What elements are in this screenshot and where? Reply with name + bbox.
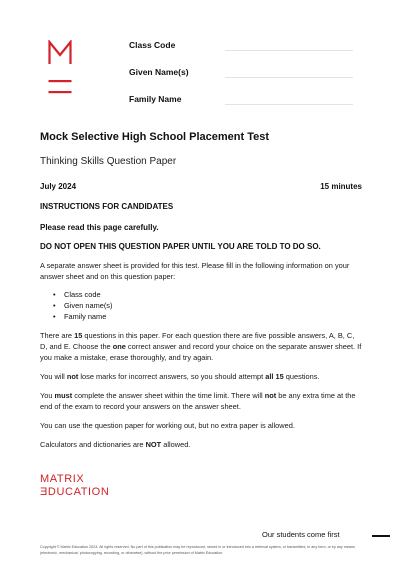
text-segment: There are xyxy=(40,331,75,340)
text-segment: questions. xyxy=(283,372,320,381)
answer-sheet-paragraph: A separate answer sheet is provided for this test. Please fill in the following information on your answer sheet and on this question paper: xyxy=(40,261,350,281)
matrix-m-logo xyxy=(48,40,72,100)
footer-tagline: Our students come first xyxy=(262,530,340,539)
bold-segment: all 15 xyxy=(265,372,284,381)
given-names-field xyxy=(129,67,359,94)
list-item: • Family name xyxy=(53,311,362,322)
bold-segment: 15 xyxy=(74,331,83,340)
bold-segment: not xyxy=(264,391,277,400)
text-segment: complete the answer sheet within the time limit. There will xyxy=(72,391,265,400)
brand-line-matrix: MATRIX xyxy=(40,473,85,485)
brand-line-education: ƎDUCATION xyxy=(40,486,110,498)
instructions-content xyxy=(40,130,362,450)
time-limit-paragraph xyxy=(40,390,362,412)
doc-title: Mock Selective High School Placement Test xyxy=(40,131,270,143)
do-not-open-warning: DO NOT OPEN THIS QUESTION PAPER UNTIL YOU ARE TOLD TO DO SO. xyxy=(40,242,321,251)
bold-segment: one xyxy=(112,342,126,351)
text-segment: Calculators and dictionaries are xyxy=(40,440,146,449)
class-code-field xyxy=(129,40,359,67)
meta-row xyxy=(40,181,362,192)
read-carefully-note: Please read this page carefully. xyxy=(40,223,159,232)
matrix-m-icon xyxy=(48,40,72,100)
text-segment: be any extra time at the end of the exam to record your answers on the answer sheet. xyxy=(40,391,356,411)
calculators-paragraph xyxy=(40,439,362,450)
marks-paragraph xyxy=(40,371,362,382)
text-segment: You xyxy=(40,391,55,400)
bold-segment: NOT xyxy=(145,440,162,449)
text-segment: allowed. xyxy=(161,440,191,449)
instructions-heading: INSTRUCTIONS FOR CANDIDATES xyxy=(40,202,174,211)
family-name-label: Family Name xyxy=(129,94,182,104)
test-date: July 2024 xyxy=(40,182,77,191)
bold-segment: must xyxy=(54,391,73,400)
given-names-label: Given Name(s) xyxy=(129,67,189,77)
given-names-line xyxy=(225,77,353,78)
working-out-paragraph: You can use the question paper for working out, but no extra paper is allowed. xyxy=(40,421,295,430)
questions-paragraph xyxy=(40,330,362,363)
text-segment: lose marks for incorrect answers, so you should attempt xyxy=(78,372,266,381)
test-duration: 15 minutes xyxy=(320,182,362,191)
required-info-list xyxy=(40,289,362,322)
doc-subtitle: Thinking Skills Question Paper xyxy=(40,156,177,167)
bold-segment: not xyxy=(66,372,79,381)
list-item: • Class code xyxy=(53,289,362,300)
candidate-details xyxy=(129,40,359,121)
family-name-line xyxy=(225,104,353,105)
class-code-line xyxy=(225,50,353,51)
text-segment: questions in this paper. For each question there are five possible answers, A, B, C, D, and E. Choose the xyxy=(40,331,355,351)
text-segment: correct answer and record your choice on the separate answer sheet. If you make a mistake, erase thoroughly, and try again. xyxy=(40,342,362,362)
footer-bar xyxy=(372,535,390,537)
list-item: • Given name(s) xyxy=(53,300,362,311)
text-segment: You will xyxy=(40,372,67,381)
class-code-label: Class Code xyxy=(129,40,176,50)
family-name-field xyxy=(129,94,359,121)
matrix-education-wordmark xyxy=(40,473,109,499)
copyright-notice: Copyright © Matrix Education 2024. All rights reserved. No part of this publication may be reproduced, stored in or introduced into a retrieval system, or transmitted, in any form, or by any means (electronic, mechanical, photocopying, recording, or otherwise), without the prior permission of Matrix Education. xyxy=(40,545,355,555)
